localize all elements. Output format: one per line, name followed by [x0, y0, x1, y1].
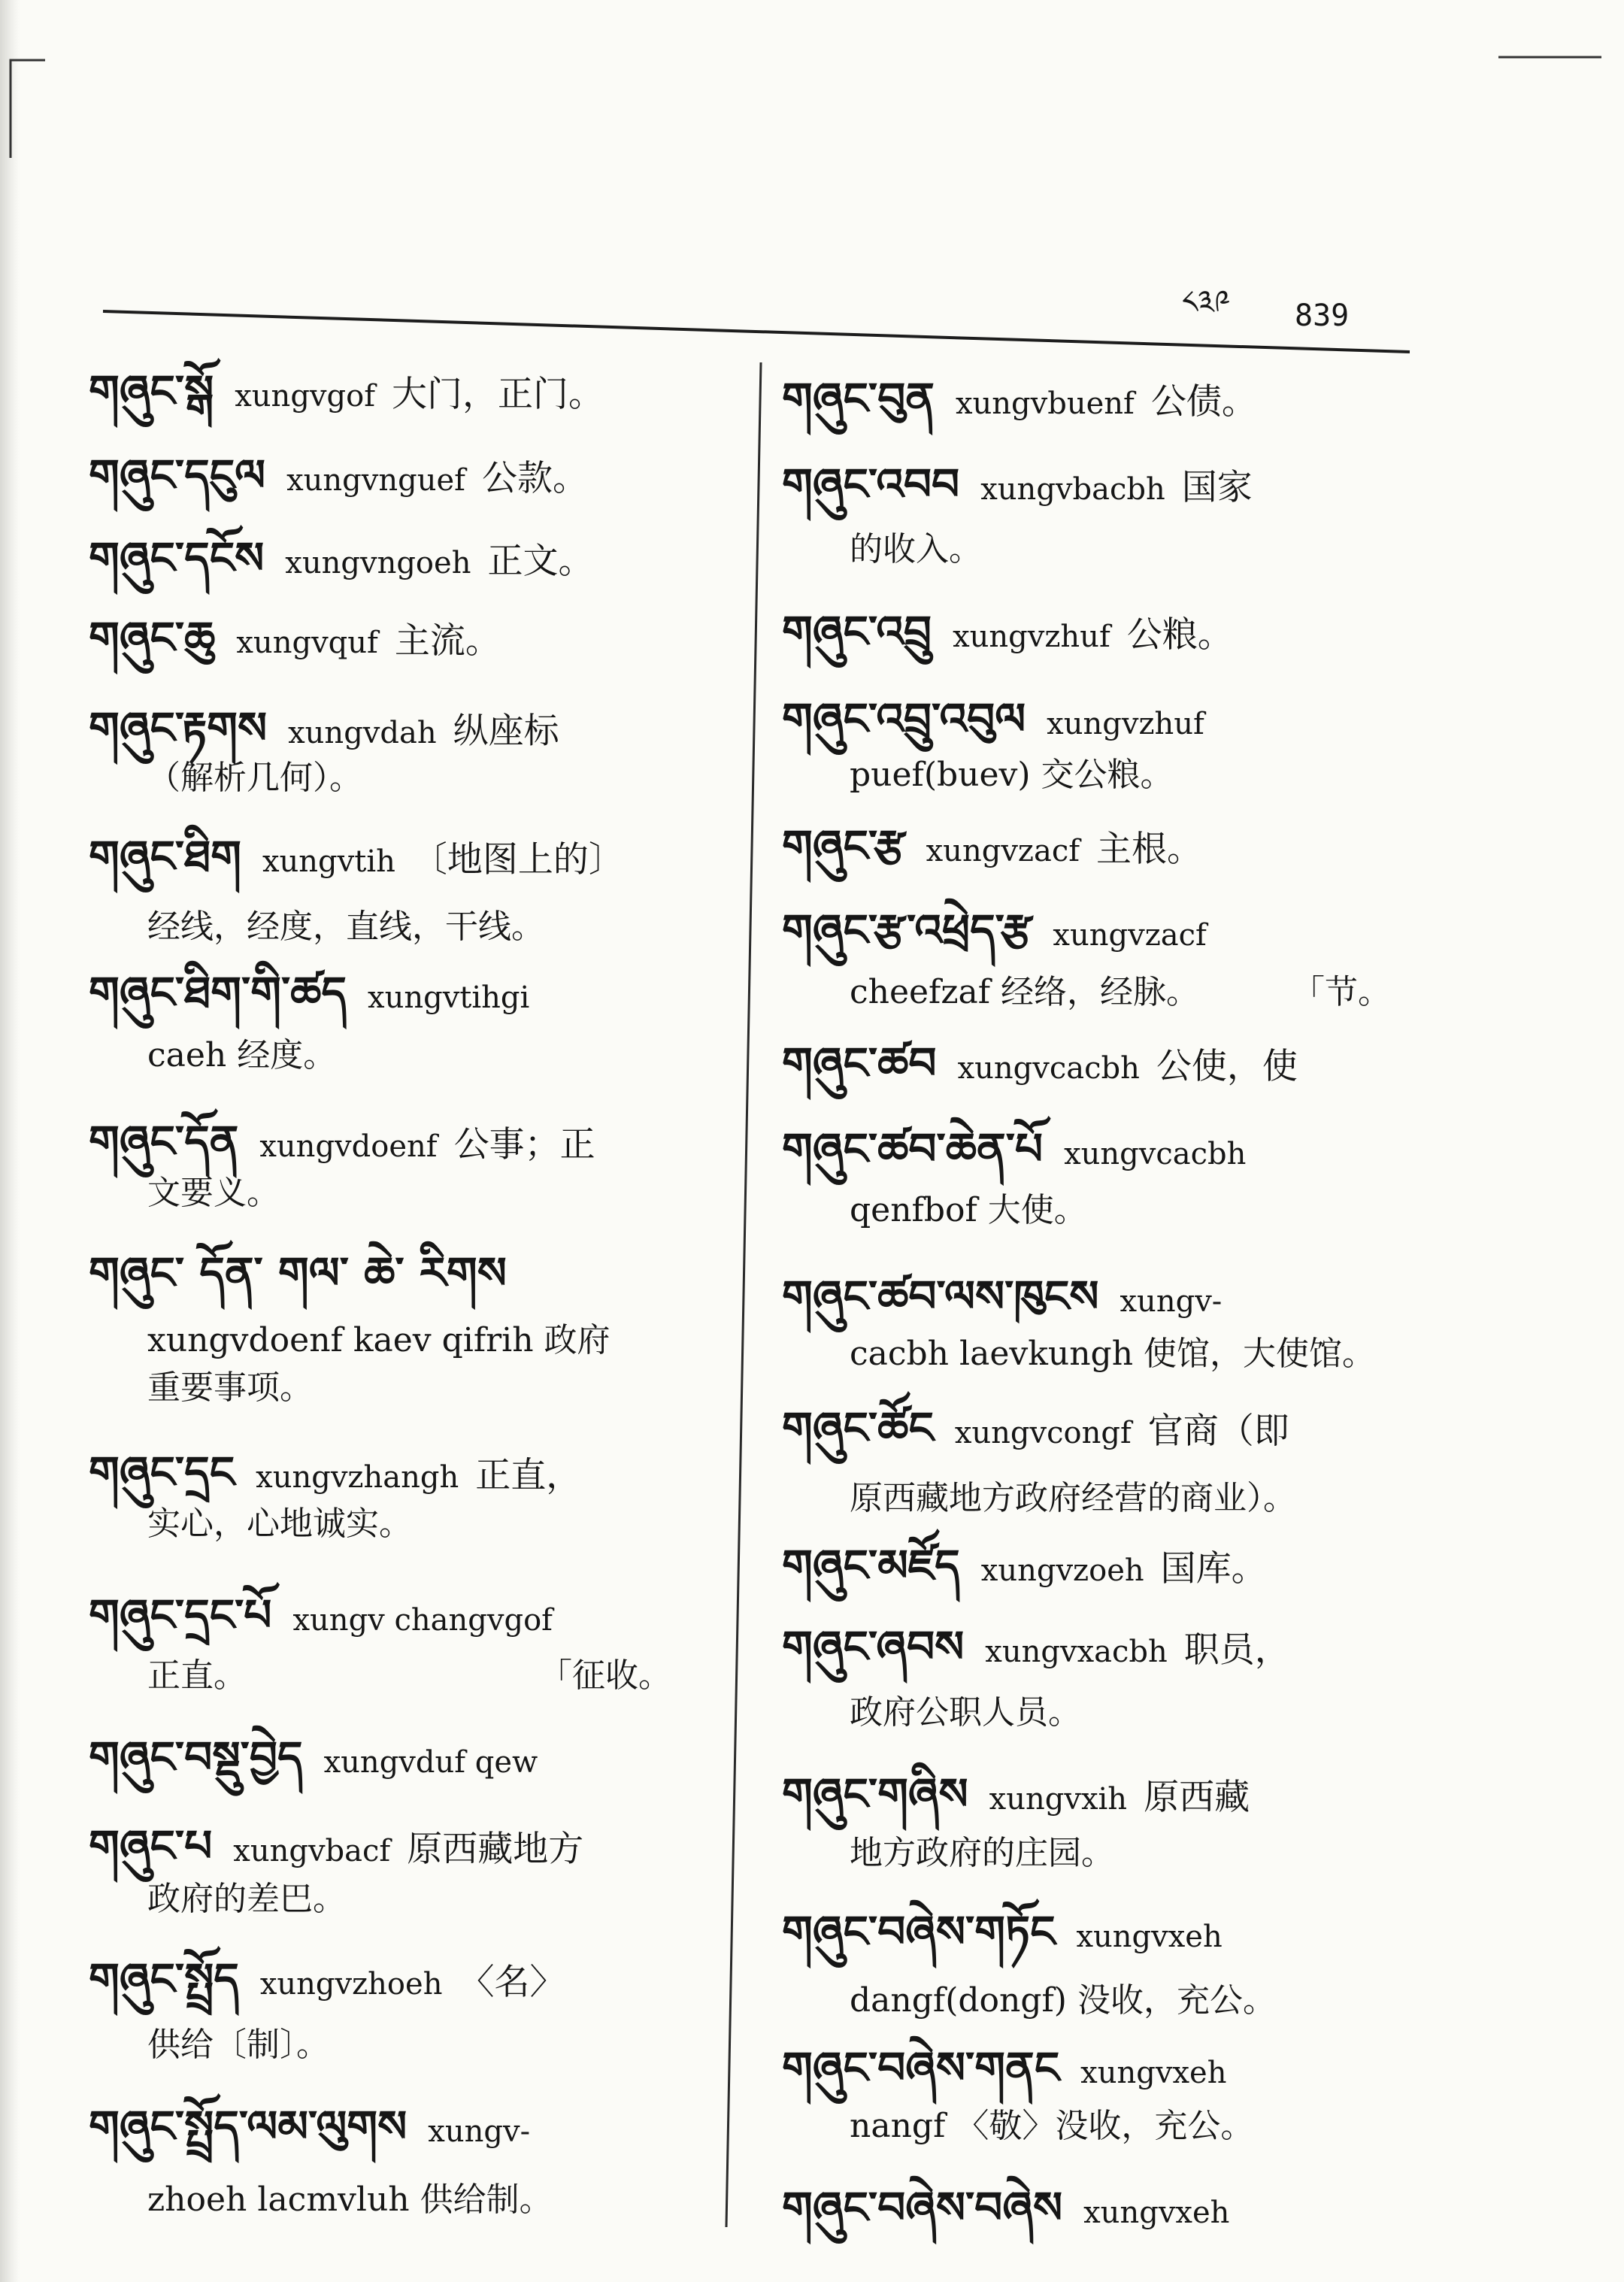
entry-first-line [782, 2174, 1229, 2241]
tibetan-headword: གཞུང་ཚོང [782, 1402, 934, 1453]
romanization: xungvcongf [954, 1416, 1132, 1450]
entry-first-line [89, 1723, 538, 1791]
entry-first-line [782, 1613, 1290, 1680]
entry-continuation-line: 实心，心地诚实。 [147, 1505, 412, 1543]
entry-continuation-line: （解析几何）。 [147, 759, 362, 797]
entry-first-line [89, 1239, 507, 1307]
tibetan-headword: གཞུང་ཚབ [782, 1038, 937, 1089]
entry-first-line [89, 604, 501, 671]
entry-first-line [782, 1029, 1298, 1097]
chinese-gloss: 国库。 [1160, 1548, 1267, 1590]
entry-first-line [89, 1581, 553, 1649]
chinese-gloss: 主根。 [1096, 829, 1203, 870]
tibetan-headword: གཞུང་འབབ [782, 459, 960, 510]
tibetan-headword: གཞུང་སྤྲོད་ལམ་ལུགས [89, 2101, 408, 2152]
tibetan-headword: གཞུང་པ [89, 1820, 213, 1871]
tibetan-headword: གཞུང་ཐིག [89, 831, 241, 882]
romanization: xungvzacf [1053, 918, 1207, 953]
tibetan-headword: གཞུང་ཐིག་གི་ཚད [89, 967, 347, 1018]
entry-first-line [782, 598, 1233, 665]
tibetan-headword: གཞུང་སྤྲོད [89, 1953, 239, 2005]
tibetan-headword: གཞུང་སྒོ [89, 365, 214, 417]
entry-first-line [782, 2034, 1226, 2102]
romanization: xungvzhuf [1047, 707, 1204, 741]
entry-first-line [89, 1945, 565, 2013]
tibetan-headword: གཞུང་ དོན་ གལ་ ཆེ་ རིགས [89, 1247, 507, 1299]
tibetan-headword: གཞུང་རྩ [782, 820, 905, 871]
entry-first-line [782, 812, 1202, 880]
entry-continuation-line: 文要义。 [147, 1174, 280, 1212]
tibetan-headword: གཞུང་ཚབ་ལས་ཁུངས [782, 1271, 1099, 1322]
romanization: xungvbuenf [955, 386, 1135, 421]
romanization: xungv- [1120, 1284, 1223, 1319]
chinese-gloss: 职员， [1183, 1629, 1290, 1671]
entry-first-line [782, 450, 1253, 518]
romanization: xungvxacbh [985, 1635, 1168, 1669]
tibetan-headword: གཞུང་བཞེས་གནང [782, 2042, 1060, 2093]
romanization: xungvgof [235, 379, 376, 414]
entry-first-line [782, 896, 1207, 964]
chinese-gloss: 官商（即 [1147, 1411, 1289, 1452]
entry-continuation-line: 经线，经度，直线，干线。 [147, 908, 544, 946]
entry-first-line [782, 1532, 1267, 1599]
tibetan-headword: གཞུང་བསྡུ་བྱེད [89, 1732, 303, 1783]
tibetan-headword: གཞུང་ཆུ [89, 612, 216, 663]
tibetan-headword: གཞུང་འབྲུ་འབུལ [782, 693, 1026, 744]
tibetan-headword: གཞུང་འབྲུ [782, 606, 932, 657]
entry-continuation-line: dangf(dongf) 没收，充公。 [850, 1981, 1276, 2020]
tibetan-headword: གཞུང་གཞིས [782, 1768, 968, 1820]
entry-continuation-line: 的收入。 [850, 530, 982, 568]
romanization: xungvxeh [1083, 2196, 1230, 2230]
chinese-gloss: 纵座标 [453, 711, 559, 752]
romanization: xungvzacf [926, 834, 1080, 868]
entry-first-line [89, 441, 588, 509]
chinese-gloss: 正直， [475, 1455, 582, 1496]
gloss-runover: 「节。 [1292, 973, 1391, 1011]
chinese-gloss: 〈名〉 [459, 1962, 565, 2003]
left-column [0, 0, 741, 2282]
tibetan-headword: གཞུང་དྲང [89, 1447, 235, 1498]
entry-continuation-line: cheefzaf 经络，经脉。 [850, 973, 1200, 1011]
romanization: xungvcacbh [1064, 1137, 1247, 1171]
chinese-gloss: 国家 [1181, 467, 1253, 508]
chinese-gloss: 公事；正 [453, 1124, 595, 1165]
romanization: xungvnguef [286, 463, 465, 498]
romanization: xungvzhangh [256, 1460, 459, 1495]
entry-continuation-line: 地方政府的庄园。 [850, 1834, 1114, 1872]
chinese-gloss: 原西藏 [1144, 1777, 1250, 1818]
chinese-gloss: 公款。 [481, 458, 588, 499]
entry-continuation-line: zhoeh lacmvluh 供给制。 [147, 2180, 553, 2219]
chinese-gloss: 公债。 [1150, 381, 1257, 423]
entry-continuation-line: 政府公职人员。 [850, 1693, 1081, 1732]
entry-continuation-line: 原西藏地方政府经营的商业）。 [850, 1479, 1296, 1517]
page-number: 839 [1295, 299, 1350, 333]
entry-continuation-line: 供给〔制〕。 [147, 2026, 329, 2064]
entry-continuation-line: 重要事项。 [147, 1368, 313, 1407]
entry-first-line [782, 365, 1257, 432]
tibetan-headword: གཞུང་དངོས [89, 532, 265, 583]
tibetan-headword: གཞུང་མཛོད [782, 1540, 960, 1591]
chinese-gloss: 公使，使 [1156, 1046, 1298, 1087]
romanization: xungvcacbh [957, 1051, 1140, 1086]
romanization: xungvzhoeh [259, 1967, 443, 2002]
chinese-gloss: 公粮。 [1126, 614, 1233, 656]
gloss-runover: 「征收。 [539, 1656, 671, 1695]
entry-first-line [89, 357, 604, 425]
chinese-gloss: 大门，正门。 [392, 374, 604, 415]
romanization: xungvquf [236, 626, 378, 660]
entry-continuation-line: nangf 〈敬〉没收，充公。 [850, 2107, 1254, 2145]
entry-first-line [89, 823, 624, 890]
chinese-gloss: 原西藏地方 [407, 1829, 584, 1870]
chinese-gloss: 正文。 [487, 541, 594, 582]
tibetan-headword: གཞུང་རྟགས [89, 702, 268, 753]
entry-first-line [782, 1760, 1250, 1828]
tibetan-headword: གཞུང་བུན [782, 373, 935, 424]
romanization: xungvngoeh [285, 546, 471, 580]
tibetan-headword: གཞུང་བཞེས་བཞེས [782, 2182, 1063, 2233]
entry-first-line [782, 1115, 1246, 1183]
right-column [759, 0, 1594, 2282]
chinese-gloss: 〔地图上的〕 [411, 839, 624, 880]
entry-continuation-line: caeh 经度。 [147, 1036, 337, 1074]
entry-first-line [782, 1394, 1289, 1462]
romanization: xungvzhuf [953, 620, 1110, 654]
entry-first-line [89, 524, 593, 592]
romanization: xungvduf qew [323, 1745, 538, 1780]
entry-continuation-line: xungvdoenf kaev qifrih 政府 [147, 1321, 611, 1359]
entry-continuation-line: 正直。 [147, 1656, 247, 1695]
tibetan-headword: གཞུང་དོན [89, 1116, 239, 1167]
romanization: xungv- [428, 2114, 531, 2149]
romanization: xungvbacbh [980, 472, 1165, 507]
entry-continuation-line: qenfbof 大使。 [850, 1191, 1087, 1229]
tibetan-headword: གཞུང་དྲང་པོ [89, 1590, 272, 1641]
tibetan-headword: གཞུང་རྩ་འཕྲེད་རྩ [782, 905, 1032, 956]
romanization: xungvtihgi [368, 980, 530, 1015]
romanization: xungvdah [288, 716, 437, 750]
romanization: xungvxih [989, 1782, 1128, 1817]
chinese-gloss: 主流。 [394, 620, 501, 662]
romanization: xungvbacf [233, 1834, 391, 1868]
tibetan-headword: གཞུང་ཚབ་ཆེན་པོ [782, 1123, 1044, 1174]
romanization: xungvtih [262, 844, 395, 879]
romanization: xungvxeh [1076, 1920, 1223, 1954]
entry-continuation-line: cacbh laevkungh 使馆，大使馆。 [850, 1335, 1376, 1373]
tibetan-headword: གཞུང་དངུལ [89, 450, 266, 501]
romanization: xungvdoenf [259, 1129, 438, 1164]
romanization: xungvxeh [1080, 2056, 1227, 2090]
romanization: xungvzoeh [980, 1553, 1144, 1588]
tibetan-headword: གཞུང་བཞེས་གཏོང [782, 1906, 1056, 1957]
romanization: xungv changvgof [292, 1603, 553, 1638]
entry-first-line [89, 959, 529, 1026]
tibetan-headword: གཞུང་ཞབས [782, 1621, 965, 1672]
entry-first-line [89, 2093, 530, 2160]
entry-first-line [782, 1898, 1223, 1965]
page-number-tibetan: ༨༣༩ [1182, 283, 1231, 320]
entry-continuation-line: 政府的差巴。 [147, 1880, 346, 1918]
entry-continuation-line: puef(buev) 交公粮。 [850, 756, 1174, 794]
